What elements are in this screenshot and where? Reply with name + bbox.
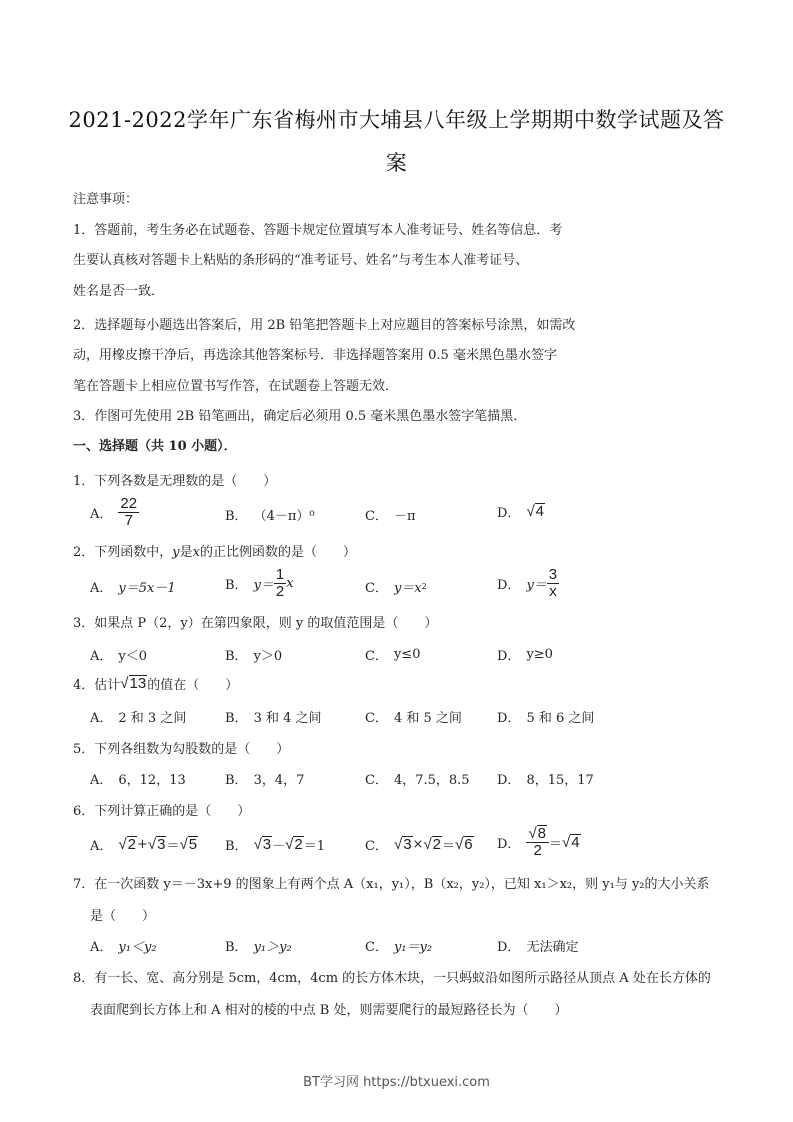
option-text: 6，12，13 [118,773,186,788]
option-pre: y＝ [526,578,547,593]
fraction [526,825,549,859]
question-7-option-c [365,936,432,955]
question-4-option-c [365,707,462,726]
question-1-stem: 1．下列各数是无理数的是（ ） [73,474,277,489]
document-title-line1: 2021-2022学年广东省梅州市大埔县八年级上学期期中数学试题及答 [68,108,725,132]
notice-line: 2．选择题每小题选出答案后，用 2B 铅笔把答题卡上对应题目的答案标号涂黑，如需改 [73,318,576,333]
numerator: 22 [120,495,138,512]
notice-heading: 注意事项： [73,192,139,207]
question-3-option-a [90,645,147,664]
radicand: 4 [535,503,545,520]
option-text: 3 和 4 之间 [253,711,322,726]
radical-icon: √ [147,836,157,853]
option-text: 3，4，7 [253,773,305,788]
option-label: D． [497,773,521,788]
question-2-stem [73,541,356,560]
question-2-option-a [90,577,176,596]
question-7-stem-line1: 7．在一次函数 y＝－3x+9 的图象上有两个点 A（x₁，y₁），B（x₂，y₂），已知 x₁＞x₂，则 y₁与 y₂的大小关系 [73,877,710,892]
option-label: D． [497,940,521,955]
question-2-option-d [497,567,559,600]
question-8-stem-line2: 表面爬到长方体上和 A 相对的棱的中点 B 处，则需要爬行的最短路径长为（ ） [90,1003,568,1018]
option-text: y＜0 [118,649,148,664]
option-post: x [286,576,294,591]
question-6-option-c [365,835,474,854]
square-root [528,825,547,842]
option-text: 4 和 5 之间 [393,711,462,726]
option-label: A． [90,649,113,664]
radicand: 2 [294,836,303,853]
radical-icon: √ [253,836,262,853]
square-root [526,503,545,520]
option-label: A． [90,940,113,955]
square-root [120,675,147,692]
question-7-option-d [497,936,578,955]
option-label: B． [225,578,248,593]
radicand: 2 [432,836,442,853]
operator: － [272,839,286,854]
option-label: B． [225,509,248,524]
notice-line: 姓名是否一致． [73,284,165,299]
square-root [394,836,413,853]
option-label: C． [365,839,388,854]
option-label: B． [225,839,248,854]
question-5-stem: 5．下列各组数为勾股数的是（ ） [73,742,290,757]
notice-line: 生要认真核对答题卡上粘贴的条形码的“准考证号、姓名”与考生本人准考证号、 [73,253,529,268]
question-2-option-c [365,577,427,596]
radical-icon: √ [528,825,537,842]
option-label: A． [90,711,113,726]
question-5-option-d [497,769,594,788]
option-text: y₁＝y₂ [393,940,433,955]
radical-icon: √ [393,836,403,853]
square-root [562,834,581,851]
fraction [547,567,559,600]
option-label: D． [497,711,521,726]
operator: × [412,837,424,852]
footer-watermark: BT学习网 https://btxuexi.com [303,1075,490,1090]
question-6-option-a [90,835,198,854]
question-5-option-a [90,769,186,788]
option-text: y＞0 [253,649,283,664]
question-4-option-d [497,707,594,726]
question-4-stem [73,674,238,693]
question-4-option-b [225,707,322,726]
notice-line: 动，用橡皮擦干净后，再选涂其他答案标号．非选择题答案用 0.5 毫米黑色墨水签字 [73,348,557,363]
option-label: A． [90,581,113,596]
option-text: 8，15，17 [526,773,594,788]
option-label: C． [365,509,388,524]
radicand: 13 [129,675,147,692]
stem-text: 的正比例函数的是（ ） [200,545,357,560]
option-text: y≥0 [526,647,553,662]
radicand: 3 [262,836,272,853]
numerator: 1 [275,566,285,583]
document-title-line2: 案 [385,151,408,175]
option-label: D． [497,649,521,664]
fraction [118,496,139,529]
radical-icon: √ [526,503,535,520]
numerator [526,825,549,843]
option-label: D． [497,578,521,593]
denominator: 2 [533,842,542,859]
option-label: C． [365,773,388,788]
equals: ＝1 [303,839,326,854]
option-text: 无法确定 [526,940,579,955]
denominator: 7 [124,512,133,529]
option-label: A． [90,773,113,788]
question-5-option-b [225,769,304,788]
question-2-option-b [225,567,294,600]
square-root [148,836,167,853]
exponent: 2 [421,582,427,591]
option-label: D． [497,836,521,852]
option-label: B． [225,773,248,788]
option-label: A． [90,839,113,854]
radicand: 2 [127,836,136,853]
numerator: 3 [548,566,558,583]
option-text: y≤0 [393,647,421,662]
denominator: 2 [275,583,285,600]
square-root [179,836,198,853]
square-root [285,836,304,853]
radical-icon: √ [179,836,188,853]
radicand: 3 [157,836,166,853]
option-text: 4，7.5，8.5 [393,773,470,788]
radicand: 8 [537,825,547,842]
stem-var: x [192,545,200,560]
question-4-option-a [90,707,186,726]
notice-line: 3．作图可先使用 2B 铅笔画出，确定后必须用 0.5 毫米黑色墨水签字笔描黑． [73,409,527,424]
question-7-stem-line2: 是（ ） [90,909,156,924]
radical-icon: √ [423,836,432,853]
radical-icon: √ [285,836,294,853]
radical-icon: √ [118,836,127,853]
option-text: （4－π）⁰ [253,509,315,524]
equals: ＝ [549,836,563,852]
question-1-option-b [225,505,315,524]
option-pre: y＝ [253,578,274,593]
question-1-option-a [90,496,139,529]
option-label: B． [225,711,248,726]
radicand: 6 [464,836,473,853]
option-label: B． [225,649,248,664]
stem-var: y [172,545,180,560]
square-root [254,836,273,853]
question-1-option-c [365,505,416,524]
operator: + [136,837,148,852]
question-8-stem-line1: 8．有一长、宽、高分别是 5cm，4cm，4cm 的长方体木块，一只蚂蚁沿如图所示路径从顶点 A 处在长方体的 [73,971,711,986]
option-label: A． [90,507,113,522]
question-3-option-d [497,645,553,664]
radicand: 4 [571,833,580,851]
equals: ＝ [442,839,456,854]
option-label: D． [497,506,521,521]
stem-text: 2．下列函数中， [73,545,173,560]
question-6-stem: 6．下列计算正确的是（ ） [73,804,251,819]
stem-text: 是 [179,545,193,560]
question-5-option-c [365,769,470,788]
option-label: C． [365,649,388,664]
stem-text: 4．估计 [73,678,121,693]
question-1-option-d [497,502,545,521]
option-label: C． [365,711,388,726]
question-3-stem: 3．如果点 P（2，y）在第四象限，则 y 的取值范围是（ ） [73,616,438,631]
fraction [274,567,286,600]
radicand: 5 [188,836,198,853]
radical-icon: √ [562,833,571,851]
radical-icon: √ [120,675,129,692]
option-text: y₁＞y₂ [253,940,292,955]
square-root [118,836,137,853]
option-text: －π [393,509,416,524]
stem-text: 的值在（ ） [147,678,239,693]
radicand: 3 [403,836,412,853]
notice-line: 1．答题前，考生务必在试题卷、答题卡规定位置填写本人准考证号、姓名等信息．考 [73,223,563,238]
question-7-option-a [90,936,157,955]
question-3-option-c [365,645,420,664]
notice-line: 笔在答题卡上相应位置书写作答，在试题卷上答题无效． [73,379,399,394]
question-3-option-b [225,645,282,664]
option-text: 2 和 3 之间 [118,711,187,726]
denominator: x [549,583,557,600]
option-text: 5 和 6 之间 [526,711,595,726]
option-label: C． [365,940,388,955]
question-7-option-b [225,936,292,955]
option-text: y₁＜y₂ [118,940,157,955]
option-text: y＝5x－1 [118,581,176,596]
radical-icon: √ [455,836,464,853]
option-label: C． [365,581,388,596]
question-6-option-b [225,835,325,854]
section-heading: 一、选择题（共 10 小题）． [73,439,237,454]
question-6-option-d [497,825,581,859]
option-label: B． [225,940,248,955]
option-text: y＝x [393,581,422,596]
square-root [423,836,442,853]
equals: ＝ [166,839,180,854]
square-root [455,836,474,853]
